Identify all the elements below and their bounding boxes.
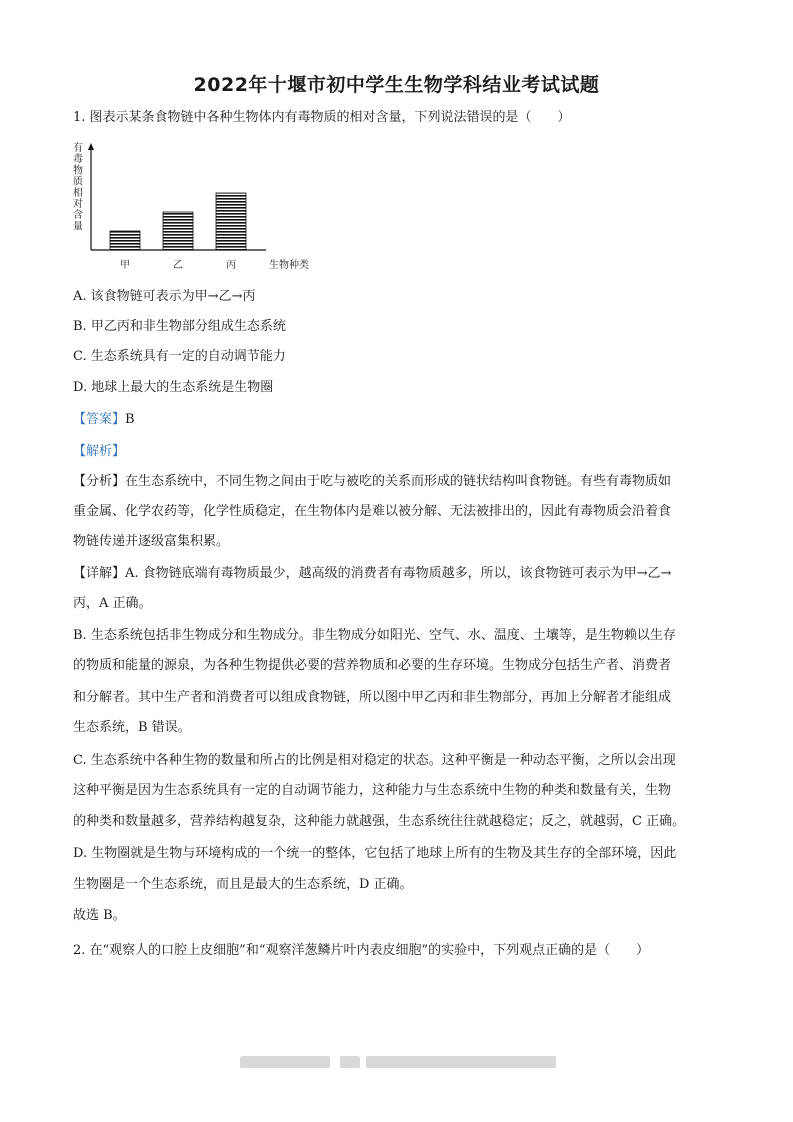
option-d: D. 地球上最大的生态系统是生物圈	[73, 380, 274, 395]
bar-1	[163, 212, 193, 250]
y-axis-label-char: 物	[73, 165, 83, 177]
explanation-line: 故选 B。	[73, 908, 126, 923]
answer-tag: 【答案】	[73, 412, 126, 427]
y-axis-arrow	[88, 143, 94, 150]
explanation-line: 【详解】A. 食物链底端有毒物质最少，越高级的消费者有毒物质越多，所以，该食物链可表示为甲→乙→	[73, 566, 672, 581]
explanation-line: 生态系统，B 错误。	[73, 720, 191, 735]
option-b: B. 甲乙丙和非生物部分组成生态系统	[73, 319, 286, 334]
explanation-line: 生物圈是一个生态系统，而且是最大的生态系统，D 正确。	[73, 877, 413, 892]
option-c: C. 生态系统具有一定的自动调节能力	[73, 349, 286, 364]
explanation-line: 【分析】在生态系统中，不同生物之间由于吃与被吃的关系而形成的链状结构叫食物链。有些有毒物质如	[73, 474, 672, 489]
watermark-blur	[366, 1056, 556, 1068]
y-axis-label-char: 含	[73, 210, 83, 222]
x-axis-label: 生物种类	[269, 260, 309, 271]
y-axis-label	[73, 141, 83, 232]
answer-line	[73, 411, 723, 429]
explanation-line: C. 生态系统中各种生物的数量和所占的比例是相对稳定的状态。这种平衡是一种动态平衡，之所以会出现	[73, 753, 676, 768]
question-2-stem: 2. 在“观察人的口腔上皮细胞”和“观察洋葱鳞片叶内表皮细胞”的实验中，下列观点正确的是（ ）	[73, 943, 650, 958]
explanation-line: 和分解者。其中生产者和消费者可以组成食物链，所以图中甲乙丙和非生物部分，再加上分解者才能组成	[73, 690, 672, 705]
answer-value: B	[125, 412, 135, 427]
explanation-line: D. 生物圈就是生物与环境构成的一个统一的整体，它包括了地球上所有的生物及其生存的全部环境，因此	[73, 846, 677, 861]
y-axis-label-char: 质	[73, 176, 83, 188]
explanation-line: 的种类和数量越多，营养结构越复杂，这种能力就越强，生态系统往往就越稳定；反之，就越弱，C 正确。	[73, 814, 686, 829]
y-axis-label-char: 相	[73, 187, 83, 199]
y-axis-label-char: 对	[73, 199, 83, 210]
explanation-line: B. 生态系统包括非生物成分和生物成分。非生物成分如阳光、空气、水、温度、土壤等，是生物赖以生存	[73, 628, 676, 643]
category-label: 丙	[226, 260, 236, 271]
page-title: 2022年十堰市初中学生生物学科结业考试试题	[193, 74, 600, 96]
explanation-line: 物链传递并逐级富集积累。	[73, 534, 230, 549]
category-label: 甲	[120, 260, 130, 271]
watermark-blur	[240, 1056, 330, 1068]
bar-2	[216, 193, 246, 250]
y-axis-label-char: 毒	[73, 154, 83, 166]
explanation-line: 这种平衡是因为生态系统具有一定的自动调节能力，这种能力与生态系统中生物的种类和数量有关，生物	[73, 783, 672, 798]
analysis-tag: 【解析】	[73, 444, 126, 459]
question-1-stem: 1. 图表示某条食物链中各种生物体内有毒物质的相对含量，下列说法错误的是（ ）	[73, 110, 571, 125]
explanation-line: 丙，A 正确。	[73, 596, 152, 611]
y-axis-label-char: 有	[73, 143, 83, 154]
explanation-line: 重金属、化学农药等，化学性质稳定，在生物体内是难以被分解、无法被排出的，因此有毒物质会沿着食	[73, 504, 672, 519]
explanation-line: 的物质和能量的源泉，为各种生物提供必要的营养物质和必要的生存环境。生物成分包括生产者、消费者	[73, 658, 672, 673]
toxin-bar-chart	[66, 138, 326, 278]
category-label: 乙	[173, 260, 183, 271]
y-axis-label-char: 量	[73, 221, 83, 233]
watermark-blur	[340, 1056, 360, 1068]
bar-0	[110, 231, 140, 250]
option-a: A. 该食物链可表示为甲→乙→丙	[73, 289, 256, 304]
